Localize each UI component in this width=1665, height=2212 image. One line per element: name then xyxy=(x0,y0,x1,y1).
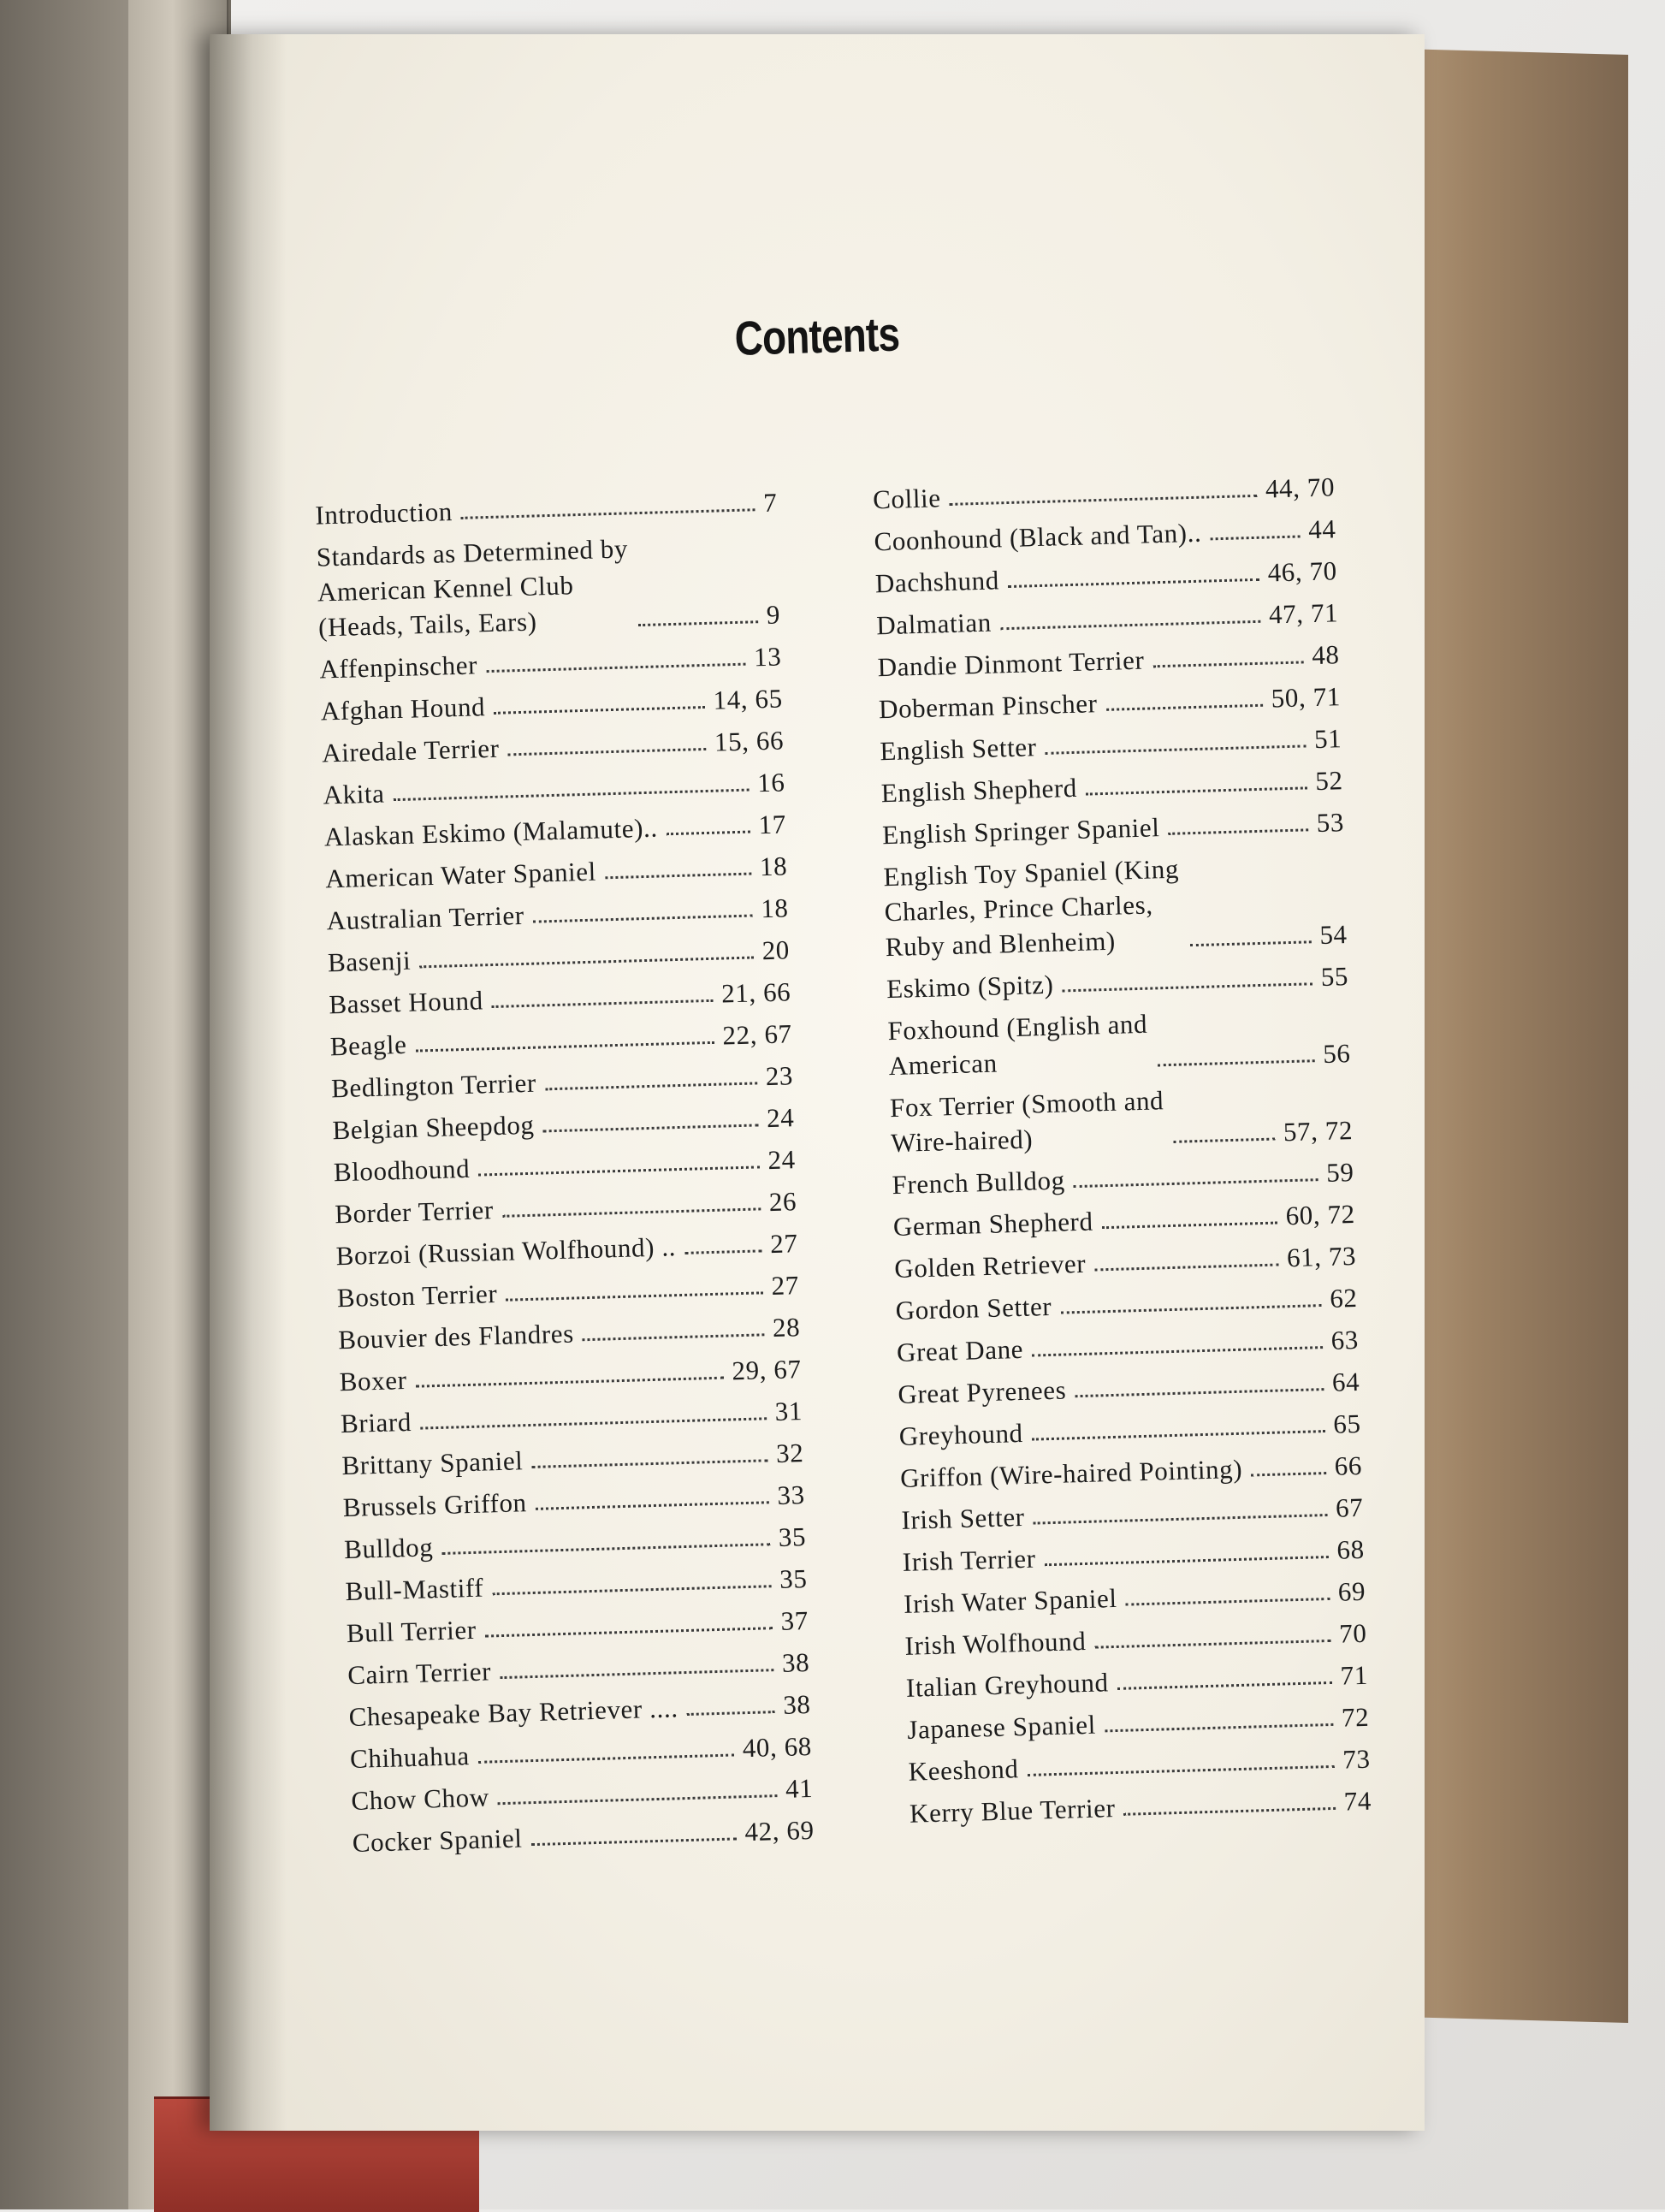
entry-page-number: 62 xyxy=(1329,1282,1358,1314)
entry-title: Introduction xyxy=(314,496,453,531)
entry-page-number: 71 xyxy=(1340,1659,1369,1691)
dot-leader xyxy=(1094,1264,1278,1272)
contents-entry xyxy=(339,1351,802,1399)
entry-page-number: 24 xyxy=(767,1144,797,1176)
entry-title: Collie xyxy=(872,483,942,515)
entry-title: English Shepherd xyxy=(880,772,1078,809)
dot-leader xyxy=(492,1585,771,1595)
entry-title: Chow Chow xyxy=(350,1782,490,1817)
entry-page-number: 52 xyxy=(1314,765,1344,797)
entry-title: Dachshund xyxy=(874,565,1000,599)
contents-entry xyxy=(887,1000,1351,1083)
dot-leader xyxy=(1028,1765,1335,1776)
entry-title: Akita xyxy=(323,778,385,810)
contents-entry xyxy=(327,932,790,980)
entry-page-number: 23 xyxy=(765,1060,794,1092)
entry-title: Boston Terrier xyxy=(336,1278,498,1314)
entry-title: Irish Wolfhound xyxy=(904,1625,1087,1661)
contents-entry xyxy=(907,1699,1370,1747)
dot-leader xyxy=(1102,1222,1277,1230)
entry-page-number: 27 xyxy=(769,1228,798,1260)
entry-title: Afghan Hound xyxy=(320,691,486,726)
dot-leader xyxy=(1075,1388,1324,1397)
contents-entry xyxy=(329,974,791,1022)
entry-title: Beagle xyxy=(329,1029,407,1062)
contents-entry xyxy=(341,1435,804,1483)
entry-page-number: 16 xyxy=(756,767,785,798)
entry-title: Australian Terrier xyxy=(326,899,525,936)
entry-title: Border Terrier xyxy=(334,1195,495,1230)
entry-page-number: 38 xyxy=(782,1688,811,1720)
entry-title: Alaskan Eskimo (Malamute).. xyxy=(323,812,659,852)
contents-entry xyxy=(901,1490,1364,1538)
entry-page-number: 7 xyxy=(762,487,778,518)
contents-entry xyxy=(880,762,1343,810)
entry-title: Gordon Setter xyxy=(895,1290,1052,1326)
contents-right-column xyxy=(873,469,1372,1837)
dot-leader xyxy=(605,873,751,880)
entry-title: Fox Terrier (Smooth and Wire-haired) xyxy=(889,1085,1164,1159)
dot-leader xyxy=(419,956,754,968)
entry-title: Airedale Terrier xyxy=(321,732,501,768)
contents-entry xyxy=(349,1729,812,1776)
entry-page-number: 27 xyxy=(771,1270,800,1302)
contents-entry xyxy=(904,1616,1367,1663)
entry-page-number: 64 xyxy=(1331,1366,1360,1397)
entry-page-number: 50, 71 xyxy=(1271,681,1342,714)
entry-title: Kerry Blue Terrier xyxy=(909,1793,1116,1829)
contents-entry xyxy=(905,1658,1368,1705)
entry-title: American Water Spaniel xyxy=(324,856,597,894)
page-title: Contents xyxy=(733,306,900,365)
dot-leader xyxy=(532,1459,768,1468)
dot-leader xyxy=(1008,578,1259,588)
contents-entry xyxy=(894,1238,1357,1286)
entry-page-number: 69 xyxy=(1337,1575,1366,1607)
entry-title: Bloodhound xyxy=(333,1153,471,1188)
entry-page-number: 21, 66 xyxy=(720,976,791,1009)
contents-entry xyxy=(322,722,785,770)
dot-leader xyxy=(950,495,1257,506)
entry-title: Dandie Dinmont Terrier xyxy=(877,644,1145,683)
entry-title: Belgian Sheepdog xyxy=(332,1109,535,1146)
dot-leader xyxy=(506,1291,762,1301)
contents-entry xyxy=(347,1645,810,1693)
contents-entry xyxy=(323,764,785,812)
entry-page-number: 37 xyxy=(780,1605,809,1636)
entry-page-number: 29, 67 xyxy=(731,1354,803,1386)
entry-title: Doberman Pinscher xyxy=(878,688,1099,725)
contents-entry xyxy=(900,1448,1363,1496)
dot-leader xyxy=(1210,535,1300,540)
contents-entry xyxy=(341,1393,803,1441)
contents-entry xyxy=(331,1058,794,1106)
entry-title: Eskimo (Spitz) xyxy=(886,969,1054,1005)
dot-leader xyxy=(492,999,714,1008)
entry-title: Cairn Terrier xyxy=(347,1656,492,1691)
contents-entry xyxy=(874,553,1337,601)
entry-page-number: 33 xyxy=(776,1480,806,1510)
dot-leader xyxy=(1063,982,1313,992)
dot-leader xyxy=(508,748,706,756)
entry-page-number: 46, 70 xyxy=(1267,555,1338,588)
entry-page-number: 61, 73 xyxy=(1286,1240,1357,1273)
dot-leader xyxy=(1173,1138,1275,1143)
entry-title: Golden Retriever xyxy=(893,1248,1087,1284)
contents-entry xyxy=(882,804,1345,852)
contents-entry xyxy=(880,721,1342,768)
contents-entry xyxy=(892,1154,1354,1202)
entry-title: Coonhound (Black and Tan).. xyxy=(874,517,1202,557)
contents-entry xyxy=(895,1280,1358,1328)
entry-page-number: 32 xyxy=(775,1438,804,1468)
entry-page-number: 44, 70 xyxy=(1265,471,1336,504)
dot-leader xyxy=(536,1501,769,1510)
entry-title: Brittany Spaniel xyxy=(341,1445,524,1481)
dot-leader xyxy=(416,1377,724,1388)
entry-title: Bedlington Terrier xyxy=(330,1067,537,1104)
dot-leader xyxy=(1117,1681,1332,1690)
entry-page-number: 35 xyxy=(778,1521,807,1552)
dot-leader xyxy=(1046,744,1307,755)
dot-leader xyxy=(478,1753,734,1763)
entry-title: Basset Hound xyxy=(328,985,484,1020)
dot-leader xyxy=(687,1711,775,1716)
contents-entry xyxy=(896,1322,1359,1370)
dot-leader xyxy=(583,1333,764,1341)
entry-title: Great Dane xyxy=(896,1333,1024,1367)
dot-leader xyxy=(1189,940,1311,946)
entry-title: Great Pyrenees xyxy=(897,1374,1067,1409)
entry-page-number: 40, 68 xyxy=(742,1730,813,1764)
entry-page-number: 73 xyxy=(1342,1743,1372,1775)
entry-title: Bouvier des Flandres xyxy=(337,1318,575,1355)
contents-entry xyxy=(874,511,1336,559)
entry-page-number: 28 xyxy=(772,1312,801,1343)
dot-leader xyxy=(1086,786,1307,795)
entry-title: Bulldog xyxy=(343,1532,434,1565)
dot-leader xyxy=(500,1669,773,1679)
entry-title: Keeshond xyxy=(908,1753,1019,1787)
contents-entry xyxy=(315,485,778,533)
contents-entry xyxy=(333,1142,796,1189)
entry-page-number: 57, 72 xyxy=(1283,1115,1354,1148)
contents-entry xyxy=(878,679,1341,726)
contents-entry xyxy=(904,1574,1366,1622)
page-content xyxy=(210,17,1483,2147)
entry-page-number: 14, 65 xyxy=(713,683,784,715)
contents-entry xyxy=(876,595,1339,643)
dot-leader xyxy=(667,831,750,836)
contents-entry xyxy=(344,1519,807,1567)
contents-entry xyxy=(908,1741,1371,1789)
entry-title: Standards as Determined by American Kennel Club (Heads, Tails, Ears) xyxy=(316,533,629,643)
contents-entry xyxy=(342,1477,805,1525)
entry-page-number: 31 xyxy=(774,1396,803,1426)
contents-entry xyxy=(319,638,782,686)
dot-leader xyxy=(478,1165,759,1176)
dot-leader xyxy=(1105,1723,1333,1732)
entry-title: English Setter xyxy=(879,732,1038,767)
contents-entry xyxy=(332,1100,795,1148)
contents-left-column xyxy=(315,485,815,1867)
entry-page-number: 60, 72 xyxy=(1285,1198,1356,1231)
dot-leader xyxy=(502,1207,761,1217)
entry-title: French Bulldog xyxy=(892,1165,1066,1201)
contents-entry xyxy=(910,1783,1372,1831)
entry-page-number: 18 xyxy=(760,893,789,924)
contents-entry xyxy=(320,680,783,728)
entry-page-number: 13 xyxy=(753,641,782,673)
entry-page-number: 47, 71 xyxy=(1268,597,1339,630)
contents-entry xyxy=(345,1561,808,1609)
entry-page-number: 65 xyxy=(1332,1408,1362,1439)
entry-title: Foxhound (English and American xyxy=(887,1008,1148,1082)
entry-title: German Shepherd xyxy=(892,1206,1094,1242)
dot-leader xyxy=(1094,1640,1330,1649)
entry-page-number: 41 xyxy=(785,1772,814,1804)
entry-page-number: 9 xyxy=(766,599,781,630)
entry-title: Cocker Spaniel xyxy=(352,1823,523,1858)
dot-leader xyxy=(494,706,705,715)
entry-title: Chihuahua xyxy=(349,1741,471,1775)
dot-leader xyxy=(1032,1430,1325,1441)
entry-page-number: 44 xyxy=(1307,513,1336,545)
entry-title: Borzoi (Russian Wolfhound) .. xyxy=(335,1231,677,1272)
dot-leader xyxy=(461,508,755,519)
dot-leader xyxy=(1126,1598,1330,1606)
contents-entry xyxy=(316,527,780,645)
entry-page-number: 70 xyxy=(1338,1617,1367,1649)
entry-page-number: 24 xyxy=(766,1102,795,1134)
entry-page-number: 68 xyxy=(1336,1533,1366,1565)
dot-leader xyxy=(1124,1807,1336,1816)
dot-leader xyxy=(1106,704,1263,711)
dot-leader xyxy=(638,620,758,626)
contents-entry xyxy=(346,1603,809,1651)
contents-entry xyxy=(329,1016,792,1064)
entry-page-number: 18 xyxy=(759,851,788,882)
contents-entry xyxy=(352,1812,815,1860)
contents-entry xyxy=(877,637,1340,685)
entry-title: Irish Water Spaniel xyxy=(903,1582,1118,1619)
dot-leader xyxy=(1074,1178,1318,1188)
entry-page-number: 54 xyxy=(1318,919,1348,951)
dot-leader xyxy=(441,1543,770,1555)
dot-leader xyxy=(1034,1514,1328,1525)
dot-leader xyxy=(1060,1304,1321,1314)
entry-title: English Springer Spaniel xyxy=(881,812,1160,851)
entry-title: Brussels Griffon xyxy=(342,1487,528,1523)
contents-entry xyxy=(335,1225,798,1273)
entry-page-number: 22, 67 xyxy=(722,1018,793,1051)
entry-page-number: 51 xyxy=(1313,723,1342,755)
contents-entry xyxy=(883,846,1348,964)
dot-leader xyxy=(1000,620,1260,630)
entry-title: Japanese Spaniel xyxy=(906,1709,1097,1745)
entry-page-number: 20 xyxy=(761,934,791,966)
dot-leader xyxy=(1251,1472,1326,1476)
entry-page-number: 55 xyxy=(1320,961,1349,992)
contents-entry xyxy=(325,848,788,896)
contents-entry xyxy=(898,1406,1361,1454)
contents-entry xyxy=(889,1077,1353,1160)
contents-entry xyxy=(902,1532,1365,1580)
entry-title: Boxer xyxy=(339,1365,407,1397)
contents-entry xyxy=(873,469,1336,517)
entry-title: Bull Terrier xyxy=(346,1614,477,1649)
entry-title: Irish Setter xyxy=(901,1501,1026,1535)
dot-leader xyxy=(1032,1346,1323,1356)
contents-entry xyxy=(335,1183,797,1231)
entry-page-number: 26 xyxy=(768,1186,797,1218)
entry-page-number: 35 xyxy=(779,1563,808,1594)
dot-leader xyxy=(498,1794,777,1805)
contents-entry xyxy=(898,1364,1360,1412)
entry-page-number: 48 xyxy=(1311,639,1340,671)
contents-entry xyxy=(336,1267,799,1315)
entry-page-number: 17 xyxy=(758,809,787,840)
entry-page-number: 38 xyxy=(781,1646,810,1678)
entry-page-number: 72 xyxy=(1341,1701,1370,1733)
entry-page-number: 74 xyxy=(1343,1785,1372,1817)
contents-entry xyxy=(323,806,786,854)
dot-leader xyxy=(485,1627,773,1637)
dot-leader xyxy=(1153,661,1304,667)
entry-title: Greyhound xyxy=(898,1417,1024,1451)
entry-title: Basenji xyxy=(327,945,412,978)
entry-title: English Toy Spaniel (King Charles, Prince Charles, Ruby and Blenheim) xyxy=(883,853,1180,963)
entry-title: Briard xyxy=(340,1406,412,1439)
entry-title: Chesapeake Bay Retriever .... xyxy=(348,1693,678,1733)
entry-page-number: 66 xyxy=(1334,1450,1363,1481)
dot-leader xyxy=(416,1041,714,1053)
contents-entry xyxy=(886,958,1349,1006)
dot-leader xyxy=(420,1417,767,1429)
entry-title: Italian Greyhound xyxy=(905,1667,1110,1703)
entry-page-number: 67 xyxy=(1335,1491,1364,1523)
dot-leader xyxy=(486,663,745,673)
dot-leader xyxy=(1157,1059,1314,1066)
entry-title: Griffon (Wire-haired Pointing) xyxy=(899,1453,1243,1493)
dot-leader xyxy=(543,1124,759,1132)
contents-entry xyxy=(892,1196,1355,1244)
entry-page-number: 63 xyxy=(1330,1324,1360,1355)
dot-leader xyxy=(1169,828,1308,835)
dot-leader xyxy=(531,1837,737,1846)
entry-page-number: 42, 69 xyxy=(744,1814,815,1847)
entry-title: Irish Terrier xyxy=(902,1543,1037,1577)
dot-leader xyxy=(545,1082,757,1090)
entry-title: Bull-Mastiff xyxy=(345,1572,484,1607)
entry-title: Dalmatian xyxy=(875,607,992,641)
contents-entry xyxy=(348,1687,811,1735)
dot-leader xyxy=(1045,1556,1329,1566)
contents-entry xyxy=(326,890,789,938)
entry-page-number: 15, 66 xyxy=(714,725,785,757)
entry-page-number: 53 xyxy=(1316,807,1345,839)
entry-title: Affenpinscher xyxy=(319,649,478,685)
contents-entry xyxy=(338,1309,801,1357)
dot-leader xyxy=(684,1249,761,1254)
dot-leader xyxy=(394,789,750,802)
entry-page-number: 59 xyxy=(1325,1157,1354,1188)
book-page xyxy=(210,34,1425,2131)
entry-page-number: 56 xyxy=(1322,1038,1351,1069)
contents-entry xyxy=(351,1770,814,1818)
dot-leader xyxy=(533,915,753,923)
